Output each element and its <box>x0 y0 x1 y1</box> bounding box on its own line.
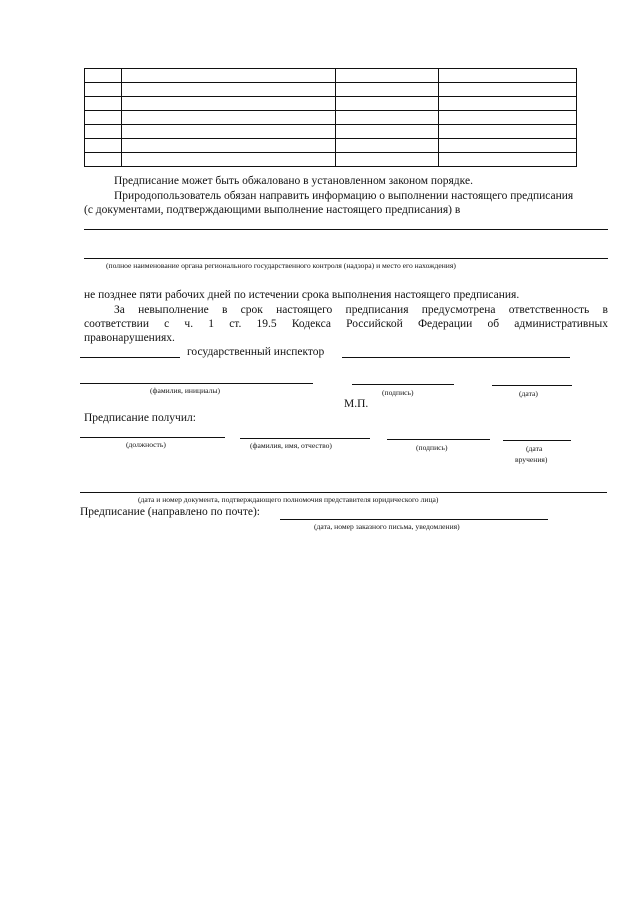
full-name-line <box>240 438 370 439</box>
table-row <box>85 83 577 97</box>
table-row <box>85 111 577 125</box>
responsibility-text-1: За невыполнение в срок настоящего предписания предусмотрена ответственность в <box>114 304 608 316</box>
table-cell <box>85 153 122 167</box>
table-cell <box>336 125 439 139</box>
table-cell <box>122 69 336 83</box>
table-cell <box>336 153 439 167</box>
table-cell <box>85 83 122 97</box>
mailed-line <box>280 519 548 520</box>
inspector-blank <box>80 357 180 358</box>
table-cell <box>439 97 577 111</box>
table-cell <box>122 111 336 125</box>
caption-name-initials: (фамилия, инициалы) <box>150 386 221 395</box>
table-cell <box>122 139 336 153</box>
table-cell <box>439 153 577 167</box>
delivery-date-line <box>503 440 571 441</box>
table-row <box>85 125 577 139</box>
caption-signature2: (подпись) <box>416 443 448 452</box>
table-cell <box>439 125 577 139</box>
caption-date: (дата) <box>519 389 538 398</box>
table-cell <box>85 97 122 111</box>
prescription-table <box>84 68 577 167</box>
table-row <box>85 153 577 167</box>
table-cell <box>336 111 439 125</box>
appeal-text: Предписание может быть обжаловано в установленном законом порядке. <box>114 175 473 187</box>
caption-authority-doc: (дата и номер документа, подтверждающего полномочия представителя юридического лица) <box>138 495 439 504</box>
caption-organ: (полное наименование органа регионального государственного контроля (надзора) и место его нахождения) <box>106 261 456 270</box>
caption-delivery-date-2: вручения) <box>515 455 548 464</box>
table-cell <box>336 83 439 97</box>
table-cell <box>439 69 577 83</box>
table-cell <box>336 97 439 111</box>
caption-position: (должность) <box>126 440 166 449</box>
organ-line-1 <box>84 229 608 230</box>
stamp-label: М.П. <box>344 398 369 410</box>
table-cell <box>85 111 122 125</box>
table-cell <box>336 139 439 153</box>
date-line <box>492 385 572 386</box>
responsibility-text-3: правонарушениях. <box>84 332 175 344</box>
inspector-label: государственный инспектор <box>187 346 325 358</box>
mailed-label: Предписание (направлено по почте): <box>80 506 260 518</box>
responsibility-text-2: соответствии с ч. 1 ст. 19.5 Кодекса Российской Федерации об административных <box>84 318 608 330</box>
authority-doc-line <box>80 492 607 493</box>
organ-line-2 <box>84 258 608 259</box>
table-cell <box>122 97 336 111</box>
table-row <box>85 97 577 111</box>
table-cell <box>85 69 122 83</box>
received-label: Предписание получил: <box>84 412 196 424</box>
signature2-line <box>387 439 490 440</box>
position-line <box>80 437 225 438</box>
table-cell <box>439 139 577 153</box>
table-cell <box>85 125 122 139</box>
caption-delivery-date-1: (дата <box>526 444 543 453</box>
table-cell <box>439 111 577 125</box>
table-cell <box>439 83 577 97</box>
obligation-text-2: (с документами, подтверждающими выполнение настоящего предписания) в <box>84 204 461 216</box>
caption-full-name: (фамилия, имя, отчество) <box>250 441 332 450</box>
caption-letter: (дата, номер заказного письма, уведомления) <box>314 522 460 531</box>
table-cell <box>85 139 122 153</box>
table-cell <box>122 125 336 139</box>
table-cell <box>122 83 336 97</box>
inspector-name-line <box>342 357 570 358</box>
name-initials-line <box>80 383 313 384</box>
caption-signature: (подпись) <box>382 388 414 397</box>
table-cell <box>336 69 439 83</box>
obligation-text-1: Природопользователь обязан направить информацию о выполнении настоящего предписания <box>114 190 574 202</box>
signature-line <box>352 384 454 385</box>
table-row <box>85 139 577 153</box>
table-cell <box>122 153 336 167</box>
deadline-text: не позднее пяти рабочих дней по истечении срока выполнения настоящего предписания. <box>84 289 520 301</box>
table-row <box>85 69 577 83</box>
